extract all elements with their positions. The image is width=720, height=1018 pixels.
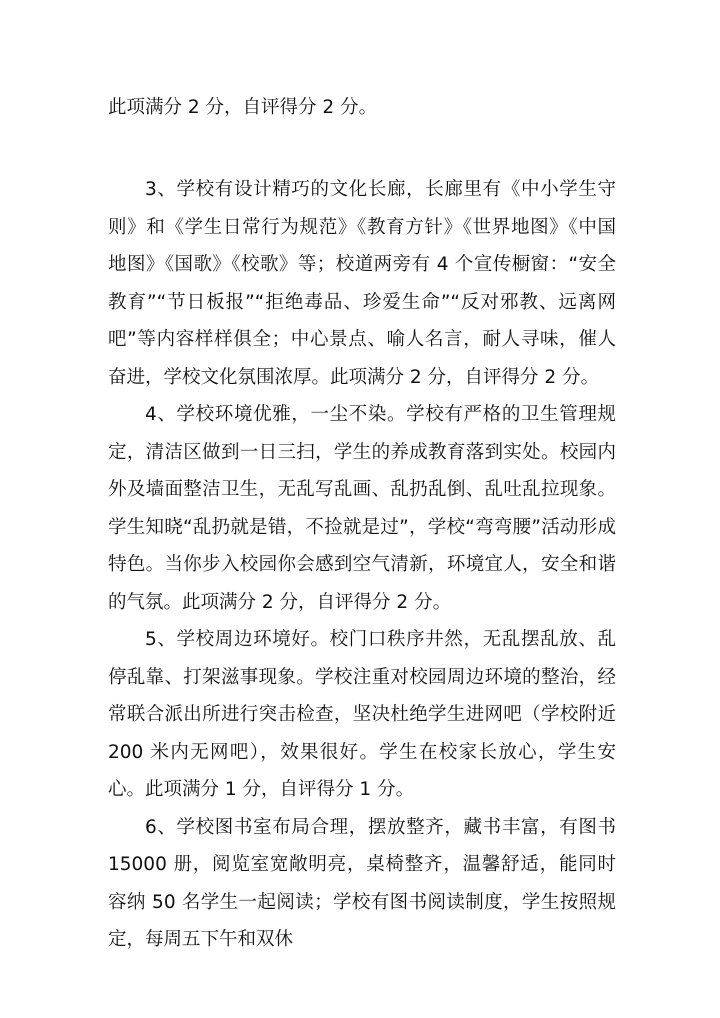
continuation-paragraph: 此项满分 2 分，自评得分 2 分。 xyxy=(108,97,378,118)
paragraph-6: 6、学校图书室布局合理，摆放整齐，藏书丰富，有图书 15000 册，阅览室宽敞明亮，桌椅整齐，温馨舒适，能同时容纳 50 名学生一起阅读；学校有图书阅读制度，学生按照规定，每周五下午和双休 xyxy=(108,816,616,950)
paragraph-3: 3、学校有设计精巧的文化长廊，长廊里有《中小学生守则》和《学生日常行为规范》《教育方针》《世界地图》《中国地图》《国歌》《校歌》等；校道两旁有 4 个宣传橱窗：“安全教育”“节日板报”“拒绝毒品、珍爱生命”“反对邪教、远离网吧”等内容样样俱全；中心景点、喻人名言，耐人寻味，催人奋进，学校文化氛围浓厚。此项满分 2 分，自评得分 2 分。 xyxy=(108,179,616,388)
paragraph-4: 4、学校环境优雅，一尘不染。学校有严格的卫生管理规定，清洁区做到一日三扫，学生的养成教育落到实处。校园内外及墙面整洁卫生，无乱写乱画、乱扔乱倒、乱吐乱拉现象。学生知晓“乱扔就是错，不捡就是过”，学校“弯弯腰”活动形成特色。当你步入校园你会感到空气清新，环境宜人，安全和谐的气氛。此项满分 2 分，自评得分 2 分。 xyxy=(108,404,616,613)
paragraph-5: 5、学校周边环境好。校门口秩序井然，无乱摆乱放、乱停乱靠、打架滋事现象。学校注重对校园周边环境的整治，经常联合派出所进行突击检查，坚决杜绝学生进网吧（学校附近 200 米内无网吧），效果很好。学生在校家长放心，学生安心。此项满分 1 分，自评得分 1 分。 xyxy=(108,629,616,800)
document-body xyxy=(108,171,616,959)
